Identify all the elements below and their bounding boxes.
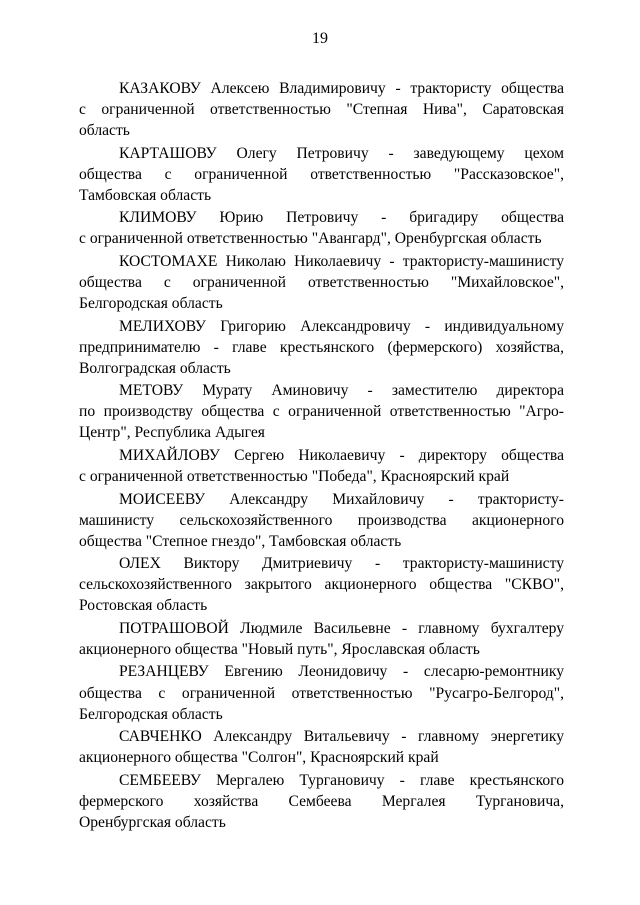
entry-line: МЕЛИХОВУ Григорию Александровичу - индивидуальному <box>119 317 564 335</box>
entry-line: Оренбургская область <box>79 813 226 831</box>
list-entry <box>79 445 564 487</box>
entry-line: КОСТОМАХЕ Николаю Николаевичу - трактористу-машинисту <box>119 252 564 270</box>
entry-line: КЛИМОВУ Юрию Петровичу - бригадиру общества <box>119 209 564 227</box>
entry-line: Белгородская область <box>79 295 223 313</box>
page-number: 19 <box>312 30 328 47</box>
entry-line: Тамбовская область <box>79 186 212 204</box>
entry-line: РЕЗАНЦЕВУ Евгению Леонидовичу - слесарю-ремонтнику <box>119 663 564 681</box>
entry-line: предпринимателю - главе крестьянского (фермерского) хозяйства, <box>79 338 564 356</box>
entry-line: Центр", Республика Адыгея <box>79 424 265 442</box>
list-entry <box>79 770 564 833</box>
list-entry <box>79 661 564 724</box>
entry-line: САВЧЕНКО Александру Витальевичу - главному энергетику <box>119 728 564 746</box>
entry-line: акционерного общества "Солгон", Красноярский край <box>79 749 439 767</box>
entry-line: МИХАЙЛОВУ Сергею Николаевичу - директору общества <box>119 446 564 464</box>
entry-line: с ограниченной ответственностью "Авангард", Оренбургская область <box>79 230 542 248</box>
entry-line: ПОТРАШОВОЙ Людмиле Васильевне - главному бухгалтеру <box>119 619 564 637</box>
list-entry <box>79 553 564 616</box>
entry-line: КАЗАКОВУ Алексею Владимировичу - трактористу общества <box>119 80 564 97</box>
list-entry <box>79 143 564 206</box>
list-entry <box>79 78 564 141</box>
list-entry <box>79 207 564 249</box>
entry-line: Белгородская область <box>79 705 223 723</box>
list-entry <box>79 380 564 443</box>
entry-line: с ограниченной ответственностью "Степная Нива", Саратовская <box>79 101 564 119</box>
entry-line: КАРТАШОВУ Олегу Петровичу - заведующему цехом <box>119 144 564 162</box>
entry-line: Ростовская область <box>79 597 208 615</box>
entry-line: общества с ограниченной ответственностью "Русагро-Белгород", <box>79 684 564 702</box>
list-entry <box>79 316 564 379</box>
list-entry <box>79 489 564 552</box>
list-entry <box>79 726 564 768</box>
entry-line: МОИСЕЕВУ Александру Михайловичу - трактористу- <box>119 490 564 508</box>
entry-line: область <box>79 122 130 140</box>
entry-line: акционерного общества "Новый путь", Ярославская область <box>79 640 480 658</box>
entry-line: ОЛЕХ Виктору Дмитриевичу - трактористу-машинисту <box>119 555 564 573</box>
entry-line: Волгоградская область <box>79 359 231 377</box>
entry-line: общества с ограниченной ответственностью "Рассказовское", <box>79 165 564 183</box>
entry-line: с ограниченной ответственностью "Победа", Красноярский край <box>79 468 510 486</box>
entry-line: фермерского хозяйства Сембеева Мергалея Тургановича, <box>79 792 564 810</box>
entry-line: машинисту сельскохозяйственного производства акционерного <box>79 511 564 529</box>
entry-line: по производству общества с ограниченной ответственностью "Агро- <box>79 403 564 421</box>
entry-line: общества "Степное гнездо", Тамбовская область <box>79 532 402 550</box>
award-list <box>79 78 564 834</box>
list-entry <box>79 251 564 314</box>
entry-line: общества с ограниченной ответственностью "Михайловское", <box>79 274 564 292</box>
entry-line: СЕМБЕЕВУ Мергалею Тургановичу - главе крестьянского <box>119 771 564 789</box>
entry-line: МЕТОВУ Мурату Аминовичу - заместителю директора <box>119 382 564 400</box>
entry-line: сельскохозяйственного закрытого акционерного общества "СКВО", <box>79 576 564 594</box>
list-entry <box>79 618 564 660</box>
